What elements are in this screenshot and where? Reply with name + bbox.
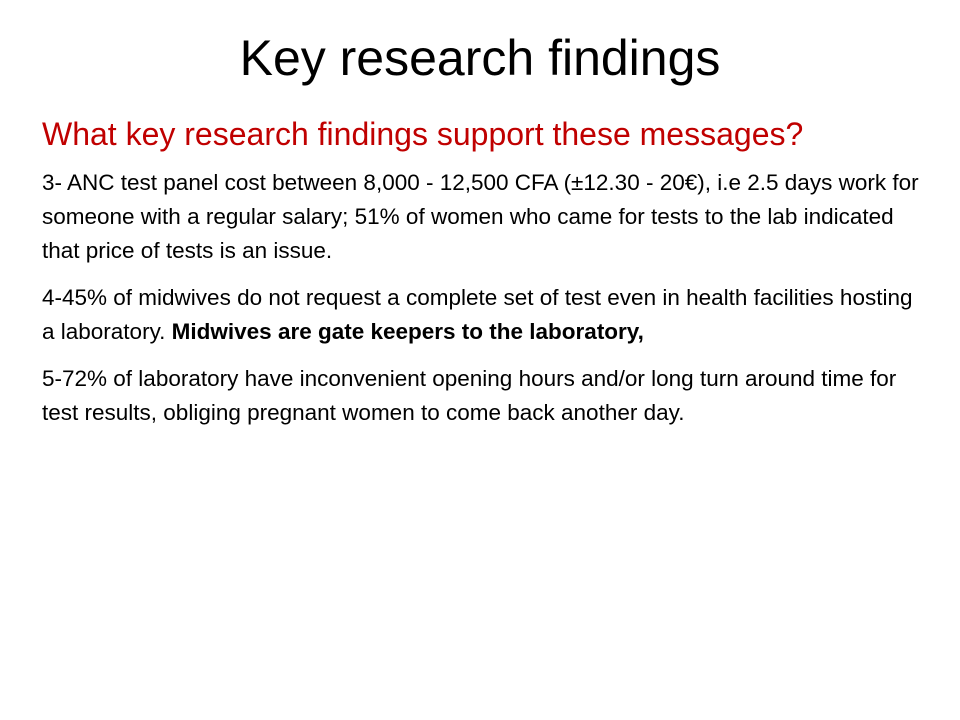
question-heading: What key research findings support these messages? [42,116,804,152]
finding-3-text: 3- ANC test panel cost between 8,000 - 12,500 CFA (±12.30 - 20€), i.e 2.5 days work for someone with a regular salary; 51% of women who came for tests to the lab indicated that price of tests is an issue. [42,170,919,263]
finding-4-emphasis: Midwives are gate keepers to the laboratory, [171,319,644,344]
finding-4-text: 4-45% of midwives do not request a complete set of test even in health facilities hosting a laboratory. [42,285,913,344]
finding-5 [42,362,922,430]
finding-5-text: 5-72% of laboratory have inconvenient opening hours and/or long turn around time for test results, obliging pregnant women to come back another day. [42,366,897,425]
finding-3 [42,166,922,268]
slide-title: Key research findings [239,30,721,86]
slide-content [42,112,922,443]
finding-4 [42,281,922,349]
